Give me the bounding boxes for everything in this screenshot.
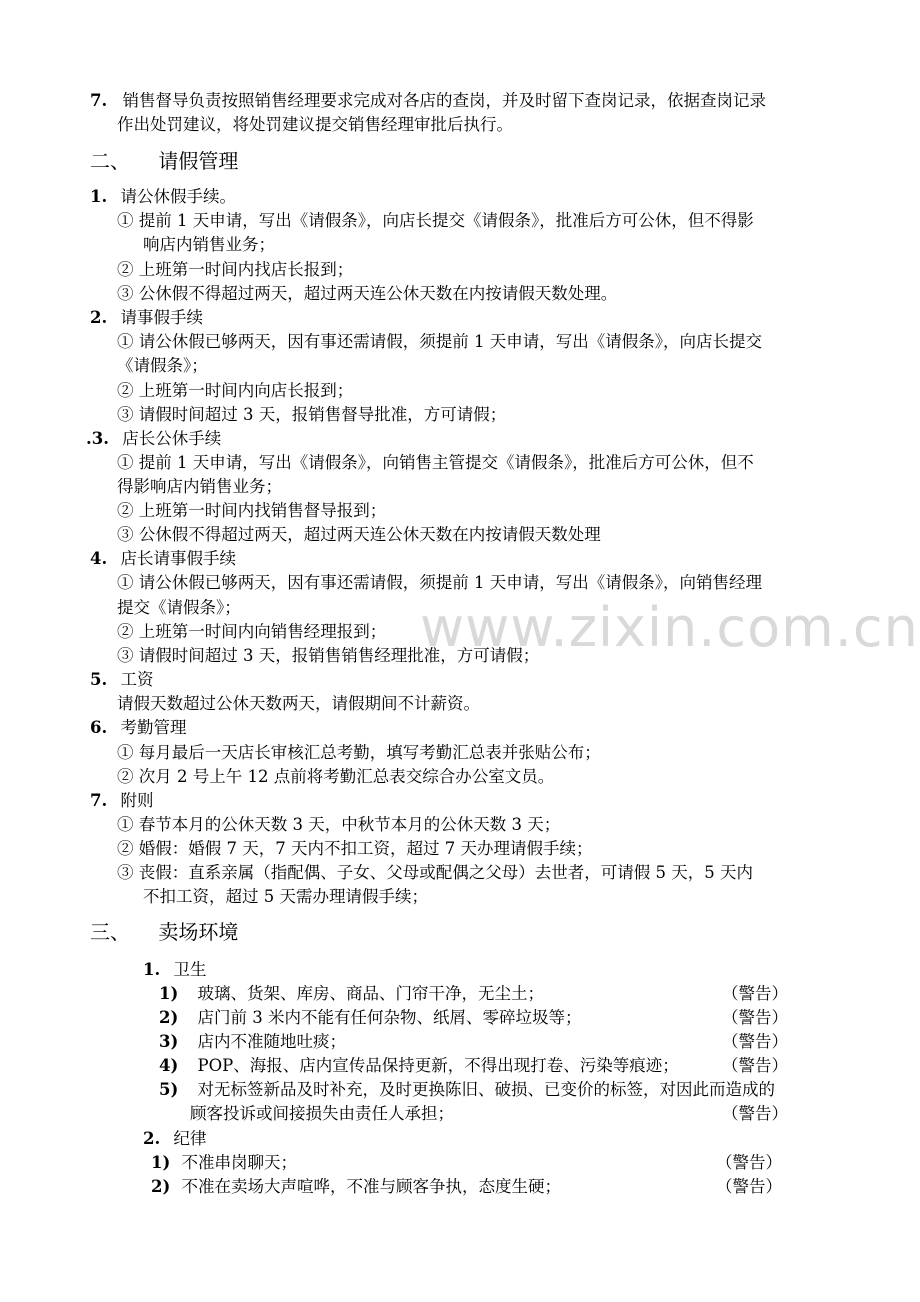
- warning-label: （警告）: [722, 1104, 788, 1123]
- leave-item-4-line: ② 上班第一时间内向销售经理报到；: [117, 622, 387, 641]
- leave-item-2-title: 2. 请事假手续: [90, 308, 203, 327]
- item-7-line-1: [90, 89, 766, 113]
- leave-item-5-line: 请假天数超过公休天数两天，请假期间不计薪资。: [117, 694, 480, 713]
- warning-label: （警告）: [716, 1153, 782, 1172]
- section-3-heading: [90, 918, 238, 946]
- leave-item-6-title: 6. 考勤管理: [90, 718, 187, 737]
- item-7-number: 7.: [90, 91, 108, 110]
- leave-item-3-title: .3. 店长公休手续: [86, 429, 222, 448]
- section-2-number: 二、: [90, 149, 130, 173]
- leave-item-4-line: ③ 请假时间超过 3 天，报销售销售经理批准，方可请假；: [117, 646, 540, 665]
- leave-item-3-line: ① 提前 1 天申请，写出《请假条》，向销售主管提交《请假条》，批准后方可公休，但不: [117, 453, 754, 472]
- leave-item-1-title: 1. 请公休假手续。: [90, 187, 236, 206]
- hygiene-item: 4) POP、海报、店内宣传品保持更新，不得出现打卷、污染等痕迹；: [159, 1056, 679, 1075]
- hygiene-item-continuation: 顾客投诉或间接损失由责任人承担；: [190, 1104, 454, 1123]
- leave-item-2-line: ① 请公休假已够两天，因有事还需请假，须提前 1 天申请，写出《请假条》，向店长提交: [117, 332, 762, 351]
- hygiene-item: 5) 对无标签新品及时补充，及时更换陈旧、破损、已变价的标签，对因此而造成的: [159, 1080, 776, 1099]
- leave-item-3-line: ③ 公休假不得超过两天，超过两天连公休天数在内按请假天数处理: [117, 525, 601, 544]
- leave-item-4-title: 4. 店长请事假手续: [90, 549, 236, 568]
- hygiene-item: 3) 店内不准随地吐痰；: [159, 1032, 347, 1051]
- warning-label: （警告）: [722, 1056, 788, 1075]
- leave-item-6-line: ① 每月最后一天店长审核汇总考勤，填写考勤汇总表并张贴公布；: [117, 743, 601, 762]
- leave-item-2-line: ② 上班第一时间内向店长报到；: [117, 381, 354, 400]
- section-2-title: 请假管理: [158, 149, 239, 173]
- section-3-number: 三、: [90, 920, 130, 944]
- section-2-heading: [90, 147, 238, 175]
- hygiene-item: 2) 店门前 3 米内不能有任何杂物、纸屑、零碎垃圾等；: [159, 1008, 582, 1027]
- discipline-item: 1) 不准串岗聊天；: [151, 1153, 298, 1172]
- leave-item-1-line: ① 提前 1 天申请，写出《请假条》，向店长提交《请假条》，批准后方可公休，但不得影: [117, 211, 754, 230]
- leave-item-5-title: 5. 工资: [90, 670, 154, 689]
- leave-item-2-line: ③ 请假时间超过 3 天，报销售督导批准，方可请假；: [117, 405, 507, 424]
- leave-item-7-line: ③ 丧假：直系亲属（指配偶、子女、父母或配偶之父母）去世者，可请假 5 天，5 天内: [117, 863, 753, 882]
- item-7-text: 销售督导负责按照销售经理要求完成对各店的查岗，并及时留下查岗记录，依据查岗记录: [122, 91, 766, 110]
- leave-item-1-line: ② 上班第一时间内找店长报到；: [117, 260, 354, 279]
- warning-label: （警告）: [722, 984, 788, 1003]
- discipline-title: 2. 纪律: [143, 1129, 207, 1148]
- leave-item-7-title: 7. 附则: [90, 791, 154, 810]
- leave-item-7-line: ① 春节本月的公休天数 3 天，中秋节本月的公休天数 3 天；: [117, 815, 561, 834]
- hygiene-title: 1. 卫生: [143, 960, 207, 979]
- discipline-item: 2) 不准在卖场大声喧哗，不准与顾客争执，态度生硬；: [151, 1177, 562, 1196]
- leave-item-7-line: 不扣工资，超过 5 天需办理请假手续；: [143, 887, 428, 906]
- leave-item-1-line: 响店内销售业务；: [143, 235, 275, 254]
- warning-label: （警告）: [722, 1008, 788, 1027]
- hygiene-item: 1) 玻璃、货架、库房、商品、门帘干净，无尘土；: [159, 984, 545, 1003]
- section-3-title: 卖场环境: [158, 920, 239, 944]
- leave-item-3-line: 得影响店内销售业务；: [117, 477, 282, 496]
- watermark: www.zixin.com.cn: [420, 596, 919, 659]
- warning-label: （警告）: [716, 1177, 782, 1196]
- leave-item-1-line: ③ 公休假不得超过两天，超过两天连公休天数在内按请假天数处理。: [117, 284, 618, 303]
- leave-item-2-line: 《请假条》；: [117, 356, 208, 375]
- leave-item-4-line: ① 请公休假已够两天，因有事还需请假，须提前 1 天申请，写出《请假条》，向销售经理: [117, 573, 762, 592]
- leave-item-6-line: ② 次月 2 号上午 12 点前将考勤汇总表交综合办公室文员。: [117, 767, 555, 786]
- leave-item-7-line: ② 婚假：婚假 7 天，7 天内不扣工资，超过 7 天办理请假手续；: [117, 839, 593, 858]
- item-7-line-2: 作出处罚建议，将处罚建议提交销售经理审批后执行。: [117, 115, 513, 134]
- leave-item-3-line: ② 上班第一时间内找销售督导报到；: [117, 501, 387, 520]
- leave-item-4-line: 提交《请假条》；: [117, 598, 241, 617]
- warning-label: （警告）: [722, 1032, 788, 1051]
